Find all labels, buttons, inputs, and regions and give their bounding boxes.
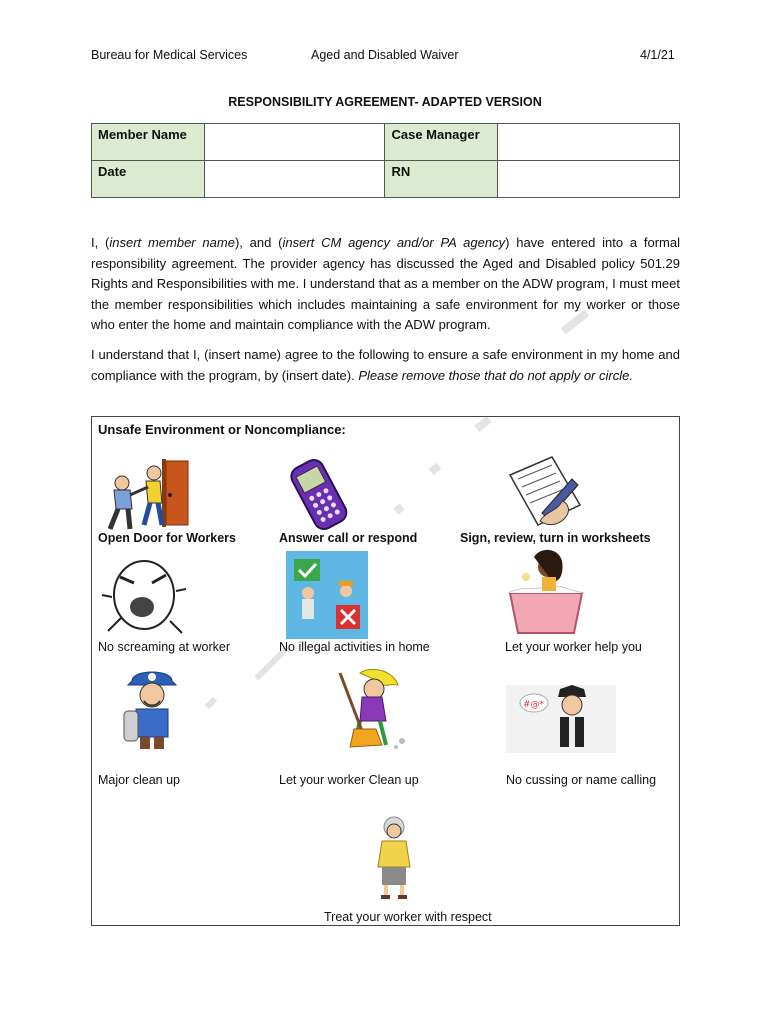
legal-illegal-icon (286, 551, 368, 639)
caption-worker-help: Let your worker help you (505, 640, 642, 654)
rn-label: RN (385, 161, 498, 198)
open-door-icon (104, 457, 194, 532)
unsafe-environment-box (91, 416, 680, 926)
caption-answer-call: Answer call or respond (279, 531, 418, 545)
member-name-label: Member Name (92, 124, 205, 161)
bathing-woman-icon (504, 547, 588, 639)
cell-phone-icon (278, 459, 358, 531)
cussing-boy-icon (506, 685, 616, 753)
caption-open-door: Open Door for Workers (98, 531, 236, 545)
box-title: Unsafe Environment or Noncompliance: (98, 422, 346, 437)
caption-worker-cleanup: Let your worker Clean up (279, 773, 419, 787)
p2-instruction: Please remove those that do not apply or circle. (358, 367, 633, 383)
p2-text: I understand that I, (insert name) agree to the following to ensure a safe environment in my home and compliance with the program, by (insert date). (91, 347, 680, 383)
header-center: Aged and Disabled Waiver (311, 48, 459, 62)
caption-sign-worksheets: Sign, review, turn in worksheets (460, 531, 651, 545)
p1-text-c: ) have entered into a formal responsibility agreement. The provider agency has discussed the Aged and Disabled policy 501.29 Rights and Responsibilities with me. I understand that as a member on the ADW program, I must meet the member responsibilities which includes maintaining a safe environment for my worker or those who enter the home and maintain compliance with the ADW program. (91, 235, 680, 332)
caption-treat-respect: Treat your worker with respect (324, 910, 492, 924)
page-title: RESPONSIBILITY AGREEMENT- ADAPTED VERSION (228, 95, 542, 109)
p1-text-a: I, ( (91, 235, 110, 250)
case-manager-label: Case Manager (385, 124, 498, 161)
caption-major-cleanup: Major clean up (98, 773, 180, 787)
p1-insert-member: insert member name (109, 235, 235, 250)
caption-no-cussing: No cussing or name calling (506, 773, 657, 787)
svg-text:#@*: #@* (523, 700, 545, 710)
header-left: Bureau for Medical Services (91, 48, 248, 62)
caption-no-screaming: No screaming at worker (98, 640, 230, 654)
cleaning-man-icon (118, 665, 186, 749)
header-date: 4/1/21 (640, 48, 675, 62)
date-label: Date (92, 161, 205, 198)
caption-no-illegal: No illegal activities in home (279, 640, 430, 654)
elderly-woman-icon (372, 815, 416, 901)
screaming-face-icon (100, 555, 186, 639)
sweeping-girl-icon (320, 667, 412, 755)
signing-pen-icon (502, 455, 584, 531)
p1-text-b: ), and ( (234, 235, 283, 250)
p1-insert-agency: insert CM agency and/or PA agency (282, 235, 506, 250)
